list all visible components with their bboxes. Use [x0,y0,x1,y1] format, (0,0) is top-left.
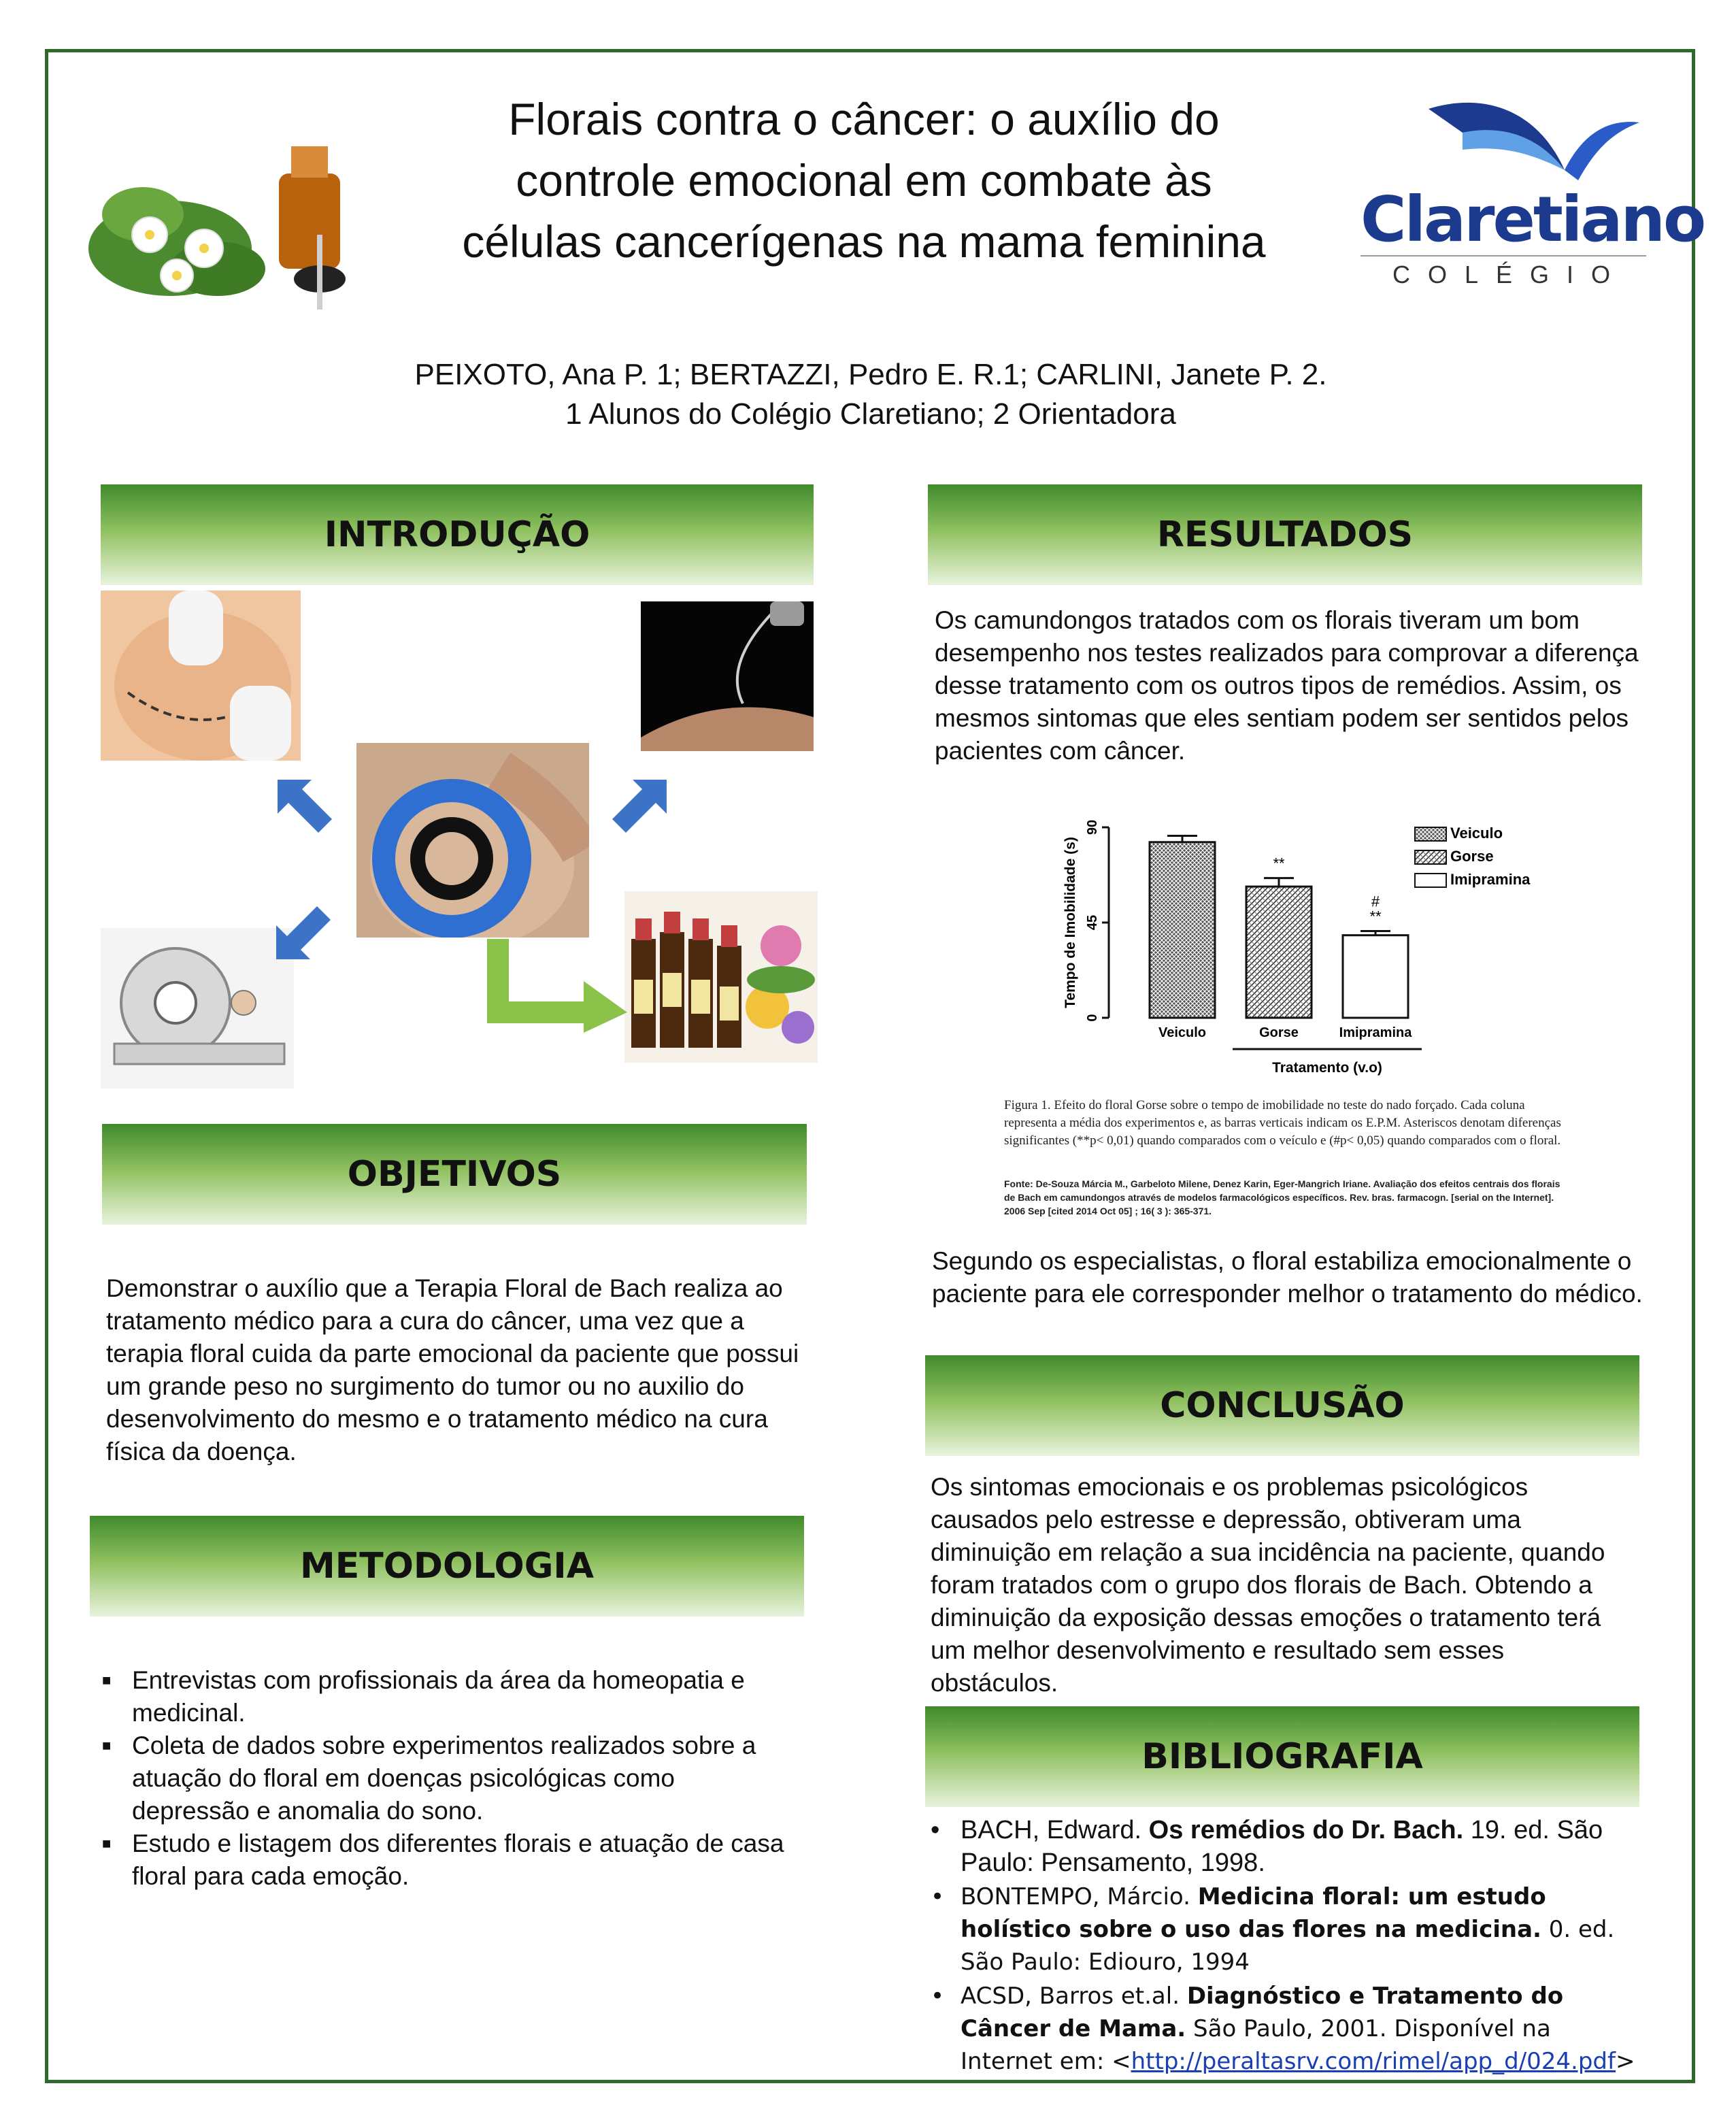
arrow-right-green-icon [482,939,631,1034]
bibliografia-header [925,1706,1639,1807]
bib-link[interactable]: http://peraltasrv.com/rimel/app_d/024.pdf [1131,2048,1616,2075]
arrow-up-right-icon [605,773,673,841]
x-axis-label: Tratamento (v.o) [1272,1060,1382,1076]
authors-line: PEIXOTO, Ana P. 1; BERTAZZI, Pedro E. R.1; CARLINI, Janete P. 2. [414,358,1327,391]
bib-tail: > [1615,2048,1635,2075]
bib-title: Os remédios do Dr. Bach. [1148,1816,1464,1844]
authors [204,355,1537,434]
bibliografia-list [928,1814,1635,2079]
breast-exam-image [101,591,301,761]
bib-item [928,1814,1635,1879]
y-tick-label: 90 [1085,819,1100,835]
bach-flower-bottles-image [624,891,818,1063]
section-title: INTRODUÇÃO [324,514,590,555]
significance-label: # [1371,893,1380,910]
figure-caption: Figura 1. Efeito do floral Gorse sobre o tempo de imobilidade no teste do nado forçado. Cada coluna representa a média dos experimentos e, as barras verticais indicam os E.P.M. Asteriscos denotam diferenças significantes (**p< 0,01) quando comparados com o veículo e (#p< 0,05) quando comparados com o floral. [1004,1098,1561,1148]
resultados-header [928,484,1642,585]
title-line-2: controle emocional em combate às [516,155,1212,205]
section-title: METODOLOGIA [299,1546,595,1587]
flowers-bottle-image [88,133,388,316]
logo-name: Claretiano [1361,183,1705,256]
legend-swatch [1415,850,1446,864]
claretiano-logo [1361,95,1705,299]
y-tick-label: 0 [1085,1014,1100,1022]
significance-label: ** [1369,908,1382,925]
bib-author: BONTEMPO, Márcio. [961,1883,1198,1910]
bib-title: Diagnóstico e Tratamento do Câncer de Mama. [961,1983,1564,2042]
bar-imipramina [1343,935,1408,1018]
bib-details: São Paulo, 2001. Disponível na Internet em: < [961,2015,1551,2075]
section-title: CONCLUSÃO [1160,1385,1405,1426]
logo-sub: COLÉGIO [1392,261,1629,288]
section-title: RESULTADOS [1156,514,1414,555]
metodologia-list [102,1664,796,1893]
bib-author: ACSD, Barros et.al. [961,1983,1187,2010]
poster-title [381,88,1347,272]
legend-swatch [1415,874,1446,887]
arrow-up-left-icon [271,773,339,841]
bird-logo-icon [1361,95,1660,184]
legend-label: Gorse [1450,848,1494,865]
title-line-1: Florais contra o câncer: o auxílio do [508,94,1220,144]
bib-item [928,1980,1635,2078]
figure-source: Fonte: De-Souza Márcia M., Garbeloto Milene, Denez Karin, Eger-Mangrich Iriane. Avaliação dos efeitos centrais dos florais de Bach em camundongos através de modelos farmacológicos específicos. Rev. bras. farmacogn. [serial on the Internet]. 2006 Sep [cited 2014 Oct 05] ; 16( 3 ): 365-371. [1004,1178,1560,1216]
x-tick-label: Gorse [1259,1025,1299,1040]
bar-veiculo [1150,842,1215,1018]
legend-swatch [1415,827,1446,841]
legend-label: Imipramina [1450,871,1531,888]
conclusao-text: Os sintomas emocionais e os problemas psicológicos causados pelo estresse e depressão, obtiveram uma diminuição em relação a sua incidência na paciente, quando foram tratados com o grupo dos florais de Bach. Obtendo a diminuição da exposição dessas emoções o tratamento terá um melhor desenvolvimento e resultado sem esses obstáculos. [931,1473,1605,1697]
immobility-bar-chart [1048,814,1537,1093]
iv-drip-image [641,601,814,751]
section-title: OBJETIVOS [347,1154,562,1195]
affiliation-line: 1 Alunos do Colégio Claretiano; 2 Orientadora [565,397,1176,431]
bib-author: BACH, Edward. [961,1816,1149,1844]
bar-gorse [1246,886,1312,1018]
significance-label: ** [1273,855,1285,872]
legend-label: Veiculo [1450,825,1503,842]
breast-cancer-ribbon-image [356,743,589,938]
section-title: BIBLIOGRAFIA [1141,1736,1423,1777]
x-tick-label: Imipramina [1339,1025,1412,1040]
arrow-down-left-icon [269,898,337,966]
radiotherapy-image [101,928,294,1089]
resultados-text: Os camundongos tratados com os florais tiveram um bom desempenho nos testes realizados para comprovar a diferença desse tratamento com os outros tipos de remédios. Assim, os mesmos sintomas que eles sentiam podem ser sentidos pelos pacientes com câncer. [935,606,1639,765]
objetivos-header [102,1124,807,1225]
y-axis-label: Tempo de Imobilidade (s) [1063,837,1078,1008]
conclusao-header [925,1355,1639,1456]
introducao-header [101,484,814,585]
bib-item [928,1880,1635,1978]
bib-details: 0. ed. São Paulo: Ediouro, 1994 [961,1916,1615,1976]
bib-title: Medicina floral: um estudo holístico sobre o uso das flores na medicina. [961,1883,1546,1943]
bib-details: 19. ed. São Paulo: Pensamento, 1998. [961,1816,1603,1877]
metodologia-header [90,1516,804,1617]
list-item: ■ Entrevistas com profissionais da área da homeopatia e medicinal. [102,1664,796,1729]
y-tick-label: 45 [1085,914,1100,931]
title-line-3: células cancerígenas na mama feminina [462,216,1266,267]
x-tick-label: Veiculo [1158,1025,1207,1040]
list-item: ■ Coleta de dados sobre experimentos realizados sobre a atuação do floral em doenças psicológicas como depressão e anomalia do sono. [102,1729,796,1827]
resultados-text-2: Segundo os especialistas, o floral estabiliza emocionalmente o paciente para ele corresponder melhor o tratamento do médico. [932,1247,1643,1308]
objetivos-text: Demonstrar o auxílio que a Terapia Floral de Bach realiza ao tratamento médico para a cura do câncer, uma vez que a terapia floral cuida da parte emocional da paciente que possui um grande peso no surgimento do tumor ou no auxilio do desenvolvimento do mesmo e o tratamento médico na cura física da doença. [106,1274,799,1465]
list-item: ■ Estudo e listagem dos diferentes florais e atuação de casa floral para cada emoção. [102,1827,796,1893]
